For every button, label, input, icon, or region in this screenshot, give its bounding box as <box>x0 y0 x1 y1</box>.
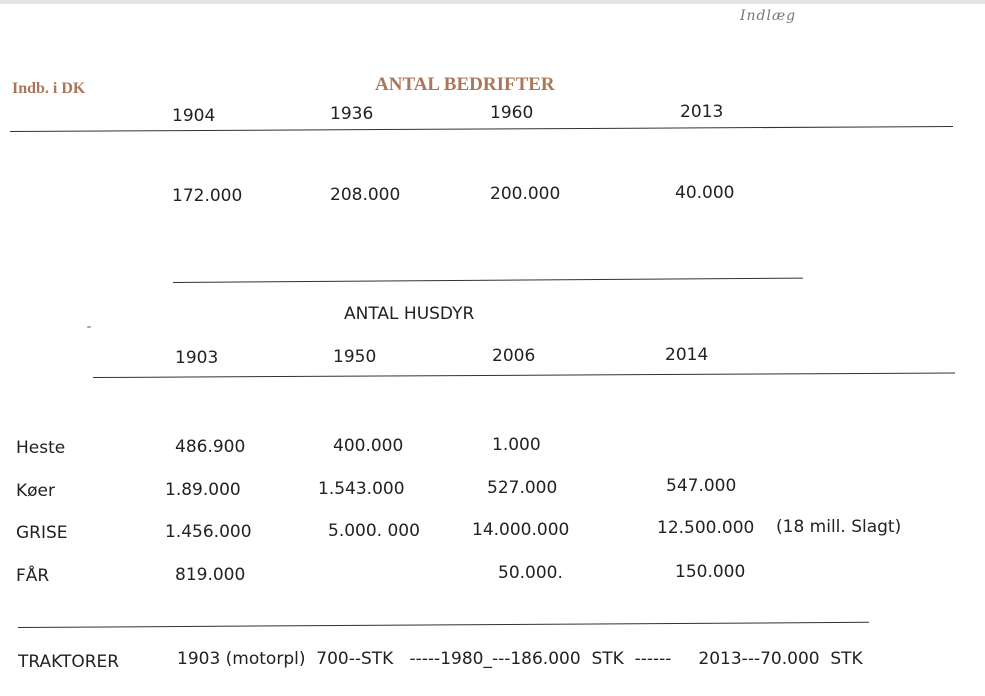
row-value: 547.000 <box>666 476 737 496</box>
row-value: 527.000 <box>487 478 558 498</box>
bedrifter-value: 200.000 <box>490 184 561 204</box>
row-value: 486.900 <box>175 437 246 457</box>
husdyr-year: 1903 <box>175 348 219 368</box>
bedrifter-year: 1936 <box>330 104 374 124</box>
row-value: 1.000 <box>492 435 541 455</box>
bedrifter-year: 1960 <box>490 103 534 123</box>
row-value: 50.000. <box>498 563 563 583</box>
row-value: 150.000 <box>675 562 746 582</box>
bedrifter-value: 172.000 <box>172 186 243 206</box>
row-value: 1.543.000 <box>318 479 405 499</box>
divider <box>93 372 955 378</box>
row-value: 5.000. 000 <box>328 521 420 541</box>
row-value: 14.000.000 <box>472 520 570 540</box>
row-label: FÅR <box>16 566 50 586</box>
scan-edge <box>0 0 985 4</box>
handwritten-note: Indlæg <box>740 8 797 24</box>
divider <box>173 278 803 283</box>
indbyggere-label: Indb. i DK <box>12 80 86 97</box>
grise-note: (18 mill. Slagt) <box>776 517 902 537</box>
row-value: 819.000 <box>175 565 246 585</box>
bedrifter-value: 208.000 <box>330 185 401 205</box>
scan-speck <box>87 326 91 328</box>
bedrifter-value: 40.000 <box>675 183 735 203</box>
row-value: 1.456.000 <box>165 522 252 542</box>
husdyr-title: ANTAL HUSDYR <box>344 304 475 324</box>
bedrifter-year: 1904 <box>172 106 216 126</box>
husdyr-year: 2006 <box>492 346 536 366</box>
divider <box>10 126 953 132</box>
bedrifter-title: ANTAL BEDRIFTER <box>375 74 555 95</box>
husdyr-year: 1950 <box>333 347 377 367</box>
row-value: 1.89.000 <box>165 480 241 500</box>
divider <box>18 622 869 628</box>
row-label: Køer <box>16 481 55 501</box>
husdyr-year: 2014 <box>665 345 709 365</box>
row-label: GRISE <box>16 523 68 543</box>
bedrifter-year: 2013 <box>680 102 724 122</box>
traktorer-label: TRAKTORER <box>18 652 120 672</box>
traktorer-text: 1903 (motorpl) 700--STK -----1980_---186.000 STK ------ 2013---70.000 STK <box>177 649 863 669</box>
row-label: Heste <box>16 438 66 458</box>
row-value: 400.000 <box>333 436 404 456</box>
row-value: 12.500.000 <box>657 518 755 538</box>
